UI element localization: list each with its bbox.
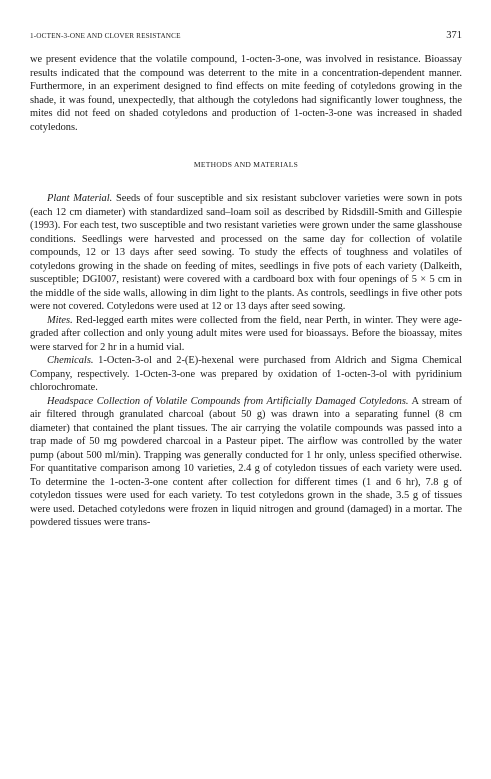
paragraph-body: Red-legged earth mites were collected from the field, near Perth, in winter. They were age-graded after collection and only young adult mites were used for bioassays. Before the bioassay, mites were starved for 2 hr in a humid vial. (30, 314, 462, 353)
running-title: 1-OCTEN-3-ONE AND CLOVER RESISTANCE (30, 32, 181, 40)
running-head (30, 30, 462, 41)
paragraph-body: A stream of air filtered through granulated charcoal (about 50 g) was drawn into a separating funnel (8 cm diameter) that contained the plant tissues. The air carrying the volatile compounds was passed into a trap made of 50 mg powdered charcoal in a Pasteur pipet. The airflow was controlled by the water pump (about 500 ml/min). Trapping was generally conducted for 1 hr only, unless specified otherwise. For quantitative comparison among 10 varieties, 2.4 g of cotyledon tissues of each variety were used. To determine the 1-octen-3-one content after collection for different times (1 and 6 hr), 7.8 g of cotyledon tissues were used for each variety. To test cotyledons grown in the shade, 3.5 g of tissues were used. Detached cotyledons were frozen in liquid nitrogen and ground (damaged) in a mortar. The powdered tissues were trans- (30, 395, 462, 528)
paragraph-headspace-collection (30, 395, 462, 530)
paragraph-body: 1-Octen-3-ol and 2-(E)-hexenal were purchased from Aldrich and Sigma Chemical Company, respectively. 1-Octen-3-one was prepared by oxidation of 1-octen-3-ol with pyridinium chlorochromate. (30, 355, 462, 393)
paragraph-plant-material (30, 192, 462, 314)
paragraph-chemicals (30, 354, 462, 395)
runin-heading: Plant Material. (47, 193, 113, 204)
runin-heading: Chemicals. (47, 355, 94, 366)
intro-paragraph: we present evidence that the volatile compound, 1-octen-3-one, was involved in resistance. Bioassay results indicated that the compound was deterrent to the mite in a concentration-dependent manner. Furthermore, in an experiment designed to find effects on mite feeding of cotyledons growing in the shade, it was found, unexpectedly, that although the cotyledons had significantly lower toughness, the mites did not feed on shaded cotyledons and production of 1-octen-3-one was increased in shaded cotyledons. (30, 54, 462, 133)
paragraph-mites (30, 314, 462, 355)
journal-page (30, 30, 462, 530)
runin-heading: Headspace Collection of Volatile Compounds from Artificially Damaged Cotyledons. (47, 395, 409, 407)
paragraph-body: Seeds of four susceptible and six resistant subclover varieties were sown in pots (each 12 cm diameter) with standardized sand–loam soil as described by Ridsdill-Smith and Gillespie (1993). For each test, two susceptible and two resistant varieties were grown under the same glasshouse conditions. Seedlings were harvested and processed on the same day for collection of volatile compounds, 12 or 13 days after seed sowing. To study the effects of toughness and volatiles of cotyledons growing in the shade on feeding of mites, seedlings in five pots of each variety (Dalkeith, susceptible; DGI007, resistant) were covered with a cardboard box with four openings of 5 × 5 cm in the middle of the side walls, allowing in dim light to the plants. As controls, seedlings in five other pots were not covered. Cotyledons were used at 12 or 13 days after seed sowing. (30, 193, 462, 312)
runin-heading: Mites. (47, 314, 73, 326)
section-heading: METHODS AND MATERIALS (193, 160, 299, 169)
page-number: 371 (446, 30, 462, 41)
